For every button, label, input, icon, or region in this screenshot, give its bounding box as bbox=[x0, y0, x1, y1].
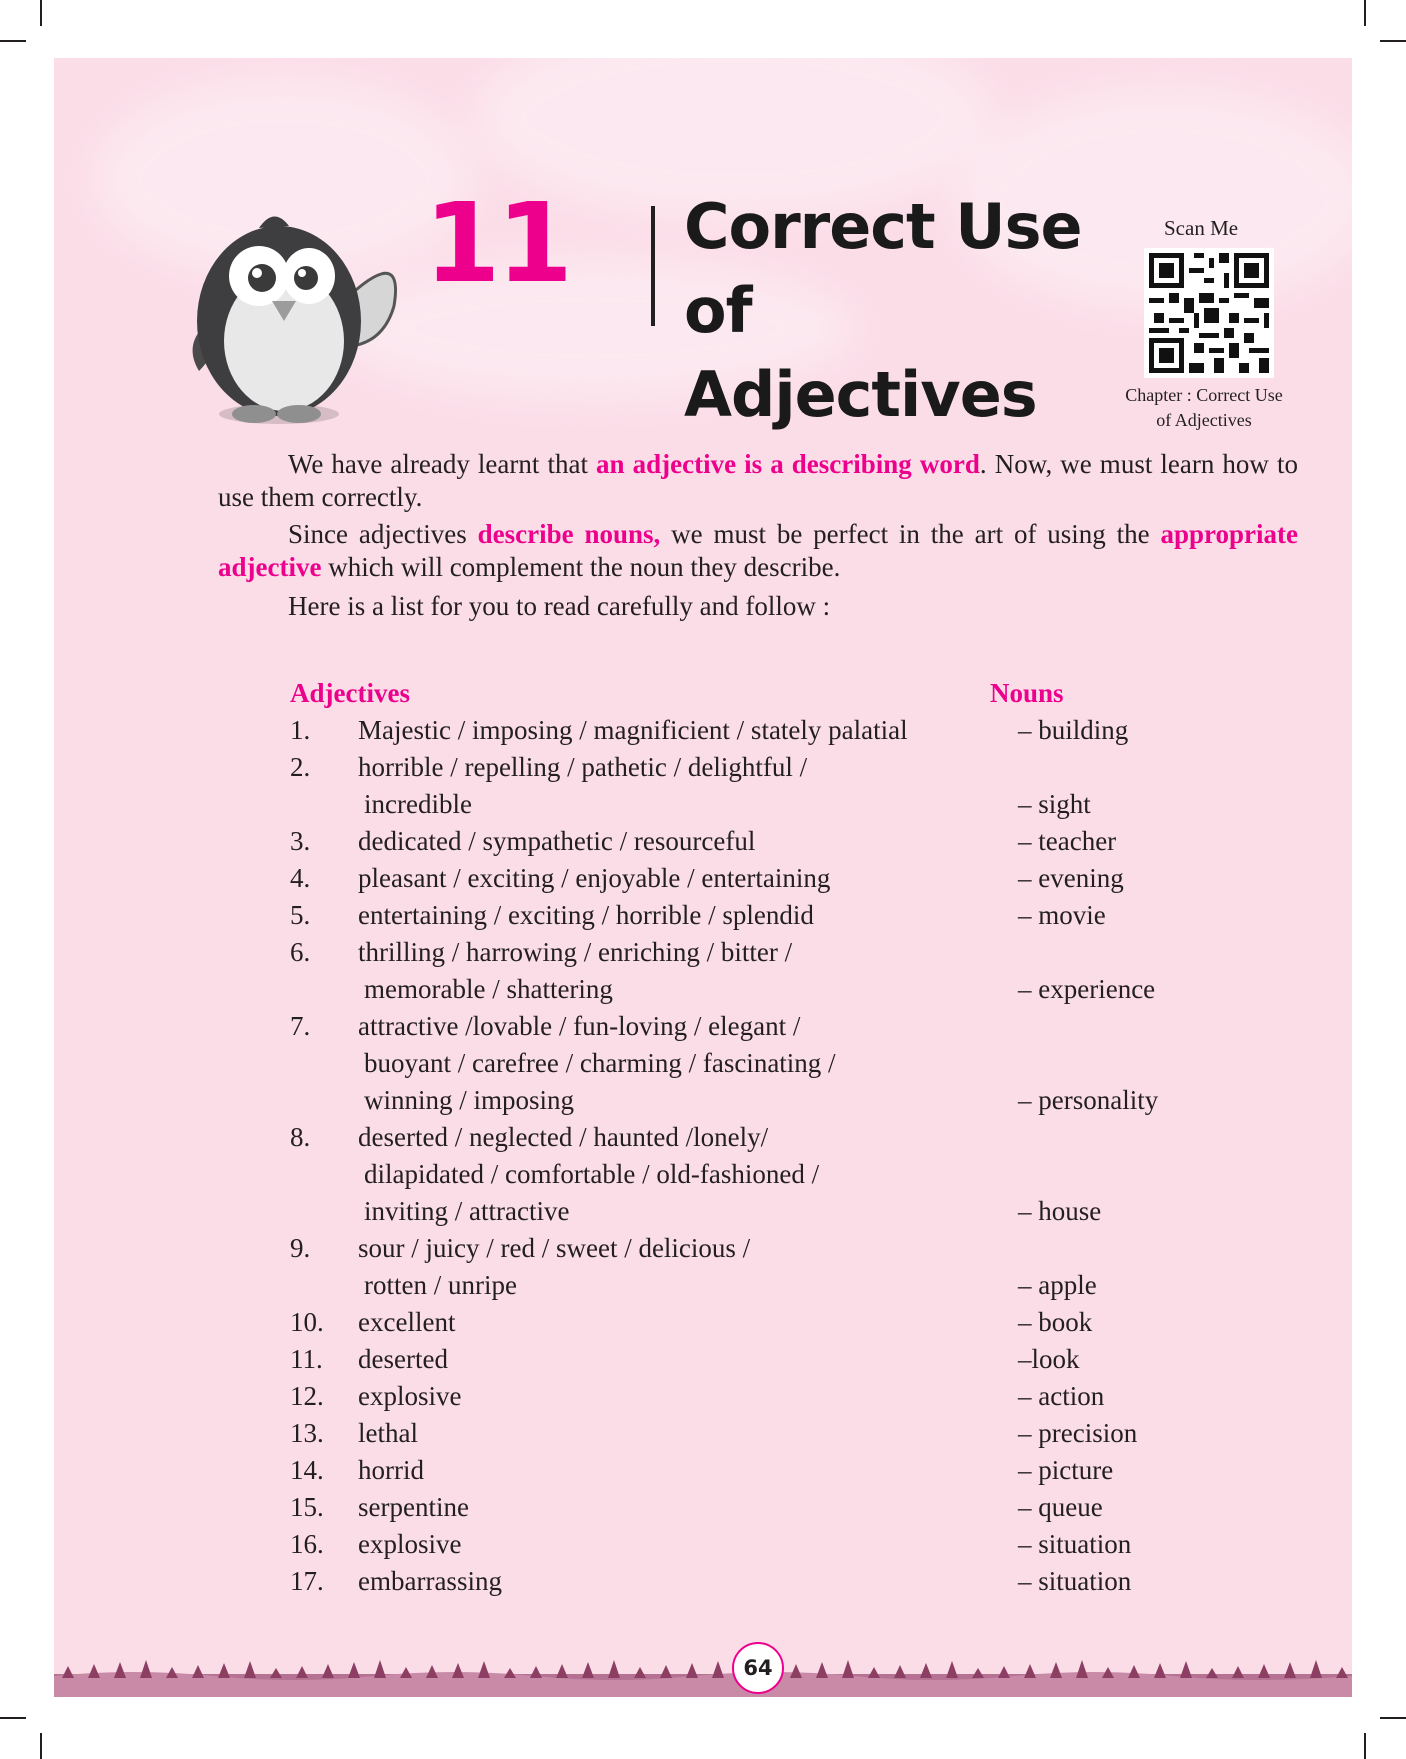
list-item-adjectives bbox=[358, 1415, 998, 1452]
chapter-title-line1: Correct Use of bbox=[684, 190, 1082, 347]
crop-mark bbox=[40, 1733, 42, 1759]
highlight-appropriate-adjective: appropriate adjective bbox=[218, 519, 1298, 582]
list-item-number: 5. bbox=[290, 900, 311, 930]
list-item-number: 14. bbox=[290, 1455, 324, 1485]
crop-mark bbox=[0, 40, 26, 42]
chapter-number: 11 bbox=[424, 179, 570, 307]
list-item-number: 4. bbox=[290, 863, 311, 893]
adjective-line: embarrassing bbox=[358, 1566, 502, 1596]
page-number: 64 bbox=[732, 1642, 784, 1694]
adjective-line: inviting / attractive bbox=[364, 1196, 570, 1226]
list-item-number: 1. bbox=[290, 715, 311, 745]
list-item-noun: – action bbox=[1018, 1381, 1105, 1411]
list-item-noun: – situation bbox=[1018, 1529, 1132, 1559]
adjective-line: excellent bbox=[358, 1307, 456, 1337]
qr-caption-line2: of Adjectives bbox=[1156, 410, 1252, 430]
qr-caption-line1: Chapter : Correct Use bbox=[1125, 385, 1283, 405]
list-item-number: 17. bbox=[290, 1566, 324, 1596]
adjective-line: dilapidated / comfortable / old-fashioned / bbox=[364, 1159, 820, 1189]
list-item bbox=[290, 712, 1190, 749]
list-item-noun: – experience bbox=[1018, 974, 1156, 1004]
list-item-noun: – sight bbox=[1018, 789, 1091, 819]
list-item-noun: – building bbox=[1018, 715, 1129, 745]
adjectives-column-header: Adjectives bbox=[290, 678, 410, 708]
intro-text-span: which will complement the noun they describe. bbox=[321, 552, 841, 582]
list-item-noun: – queue bbox=[1018, 1492, 1103, 1522]
crop-mark bbox=[1380, 40, 1406, 42]
intro-text-span: Since adjectives bbox=[288, 519, 478, 549]
nouns-column-header: Nouns bbox=[990, 678, 1064, 708]
list-item bbox=[290, 749, 1190, 823]
list-item bbox=[290, 1008, 1190, 1119]
list-item-number: 9. bbox=[290, 1233, 311, 1263]
qr-caption bbox=[1104, 383, 1304, 433]
list-item-noun: – picture bbox=[1018, 1455, 1114, 1485]
list-item-noun: – personality bbox=[1018, 1085, 1159, 1115]
chapter-title-line2: Adjectives bbox=[684, 358, 1037, 431]
list-item-adjectives bbox=[358, 934, 998, 1008]
list-item-noun: – book bbox=[1018, 1307, 1093, 1337]
intro-paragraph bbox=[218, 518, 1298, 584]
list-item-adjectives bbox=[358, 1526, 998, 1563]
list-item-noun: –look bbox=[1018, 1344, 1080, 1374]
intro-text-span: . Now, we must learn how to use them correctly. bbox=[218, 449, 1298, 512]
list-item-noun: – precision bbox=[1018, 1418, 1138, 1448]
intro-text-span: We have already learnt that bbox=[288, 449, 597, 479]
list-item-number: 15. bbox=[290, 1492, 324, 1522]
scan-me-label: Scan Me bbox=[1164, 216, 1239, 240]
adjective-line: deserted bbox=[358, 1344, 448, 1374]
list-item bbox=[290, 1230, 1190, 1304]
list-item-adjectives bbox=[358, 712, 998, 749]
list-item-number: 2. bbox=[290, 752, 311, 782]
list-item-number: 3. bbox=[290, 826, 311, 856]
list-item bbox=[290, 1304, 1190, 1341]
list-item-adjectives bbox=[358, 860, 998, 897]
adjective-line: incredible bbox=[364, 789, 472, 819]
penguin-illustration bbox=[174, 156, 414, 426]
list-item bbox=[290, 1119, 1190, 1230]
adjective-line: sour / juicy / red / sweet / delicious / bbox=[358, 1233, 751, 1263]
list-item-number: 13. bbox=[290, 1418, 324, 1448]
list-item-number: 8. bbox=[290, 1122, 311, 1152]
adjective-line: winning / imposing bbox=[364, 1085, 575, 1115]
list-item-adjectives bbox=[358, 1230, 998, 1304]
list-item bbox=[290, 1452, 1190, 1489]
list-item-adjectives bbox=[358, 1378, 998, 1415]
list-item-number: 11. bbox=[290, 1344, 323, 1374]
list-item-adjectives bbox=[358, 1489, 998, 1526]
highlight-adjective-definition: an adjective is a describing word bbox=[596, 449, 980, 479]
list-item-adjectives bbox=[358, 1304, 998, 1341]
intro-text-span: we must be perfect in the art of using the bbox=[660, 519, 1161, 549]
adjective-line: deserted / neglected / haunted /lonely/ bbox=[358, 1122, 769, 1152]
intro-text bbox=[218, 448, 1298, 627]
list-item bbox=[290, 1415, 1190, 1452]
list-item bbox=[290, 1378, 1190, 1415]
adjective-line: explosive bbox=[358, 1529, 462, 1559]
list-item-noun: – house bbox=[1018, 1196, 1102, 1226]
adjective-line: attractive /lovable / fun-loving / elegant / bbox=[358, 1011, 801, 1041]
adjective-line: pleasant / exciting / enjoyable / entertaining bbox=[358, 863, 831, 893]
list-item-noun: – evening bbox=[1018, 863, 1124, 893]
list-item-noun: – teacher bbox=[1018, 826, 1117, 856]
list-item bbox=[290, 934, 1190, 1008]
crop-mark bbox=[1380, 1717, 1406, 1719]
list-item-adjectives bbox=[358, 1452, 998, 1489]
adjective-line: rotten / unripe bbox=[364, 1270, 517, 1300]
list-item-adjectives bbox=[358, 1341, 998, 1378]
list-item-noun: – situation bbox=[1018, 1566, 1132, 1596]
chapter-title bbox=[684, 185, 1134, 437]
intro-paragraph bbox=[218, 448, 1298, 514]
adjective-line: thrilling / harrowing / enriching / bitter / bbox=[358, 937, 793, 967]
footer-trees-decoration bbox=[54, 1656, 1352, 1697]
adjective-line: horrible / repelling / pathetic / delightful / bbox=[358, 752, 808, 782]
list-item-number: 7. bbox=[290, 1011, 311, 1041]
adjective-line: entertaining / exciting / horrible / splendid bbox=[358, 900, 814, 930]
list-item-number: 16. bbox=[290, 1529, 324, 1559]
list-item-number: 12. bbox=[290, 1381, 324, 1411]
list-item bbox=[290, 1341, 1190, 1378]
page bbox=[54, 58, 1352, 1697]
highlight-describe-nouns: describe nouns, bbox=[477, 519, 661, 549]
list-item-number: 6. bbox=[290, 937, 311, 967]
qr-code[interactable] bbox=[1144, 248, 1274, 378]
list-item bbox=[290, 897, 1190, 934]
crop-mark bbox=[0, 1717, 26, 1719]
adjective-line: horrid bbox=[358, 1455, 424, 1485]
list-item-adjectives bbox=[358, 1119, 998, 1230]
list-item-noun: – apple bbox=[1018, 1270, 1097, 1300]
list-item-adjectives bbox=[358, 749, 998, 823]
list-item-adjectives bbox=[358, 1563, 998, 1600]
adjective-line: buoyant / carefree / charming / fascinating / bbox=[364, 1048, 836, 1078]
title-divider bbox=[651, 206, 655, 326]
intro-text-span: Here is a list for you to read carefully and follow : bbox=[288, 591, 831, 621]
list-item-adjectives bbox=[358, 1008, 998, 1119]
adjective-line: explosive bbox=[358, 1381, 462, 1411]
adjective-line: serpentine bbox=[358, 1492, 469, 1522]
list-item bbox=[290, 1563, 1190, 1600]
adjective-line: memorable / shattering bbox=[364, 974, 613, 1004]
list-item bbox=[290, 823, 1190, 860]
list-item bbox=[290, 1489, 1190, 1526]
list-item-adjectives bbox=[358, 897, 998, 934]
list-item bbox=[290, 860, 1190, 897]
crop-mark bbox=[40, 0, 42, 26]
list-item-number: 10. bbox=[290, 1307, 324, 1337]
crop-mark bbox=[1364, 0, 1366, 26]
adjective-line: lethal bbox=[358, 1418, 418, 1448]
intro-paragraph bbox=[218, 590, 1298, 623]
list-item-adjectives bbox=[358, 823, 998, 860]
crop-mark bbox=[1364, 1733, 1366, 1759]
adjective-line: Majestic / imposing / magnificient / stately palatial bbox=[358, 715, 908, 745]
adjective-line: dedicated / sympathetic / resourceful bbox=[358, 826, 756, 856]
list-item-noun: – movie bbox=[1018, 900, 1106, 930]
list-item bbox=[290, 1526, 1190, 1563]
